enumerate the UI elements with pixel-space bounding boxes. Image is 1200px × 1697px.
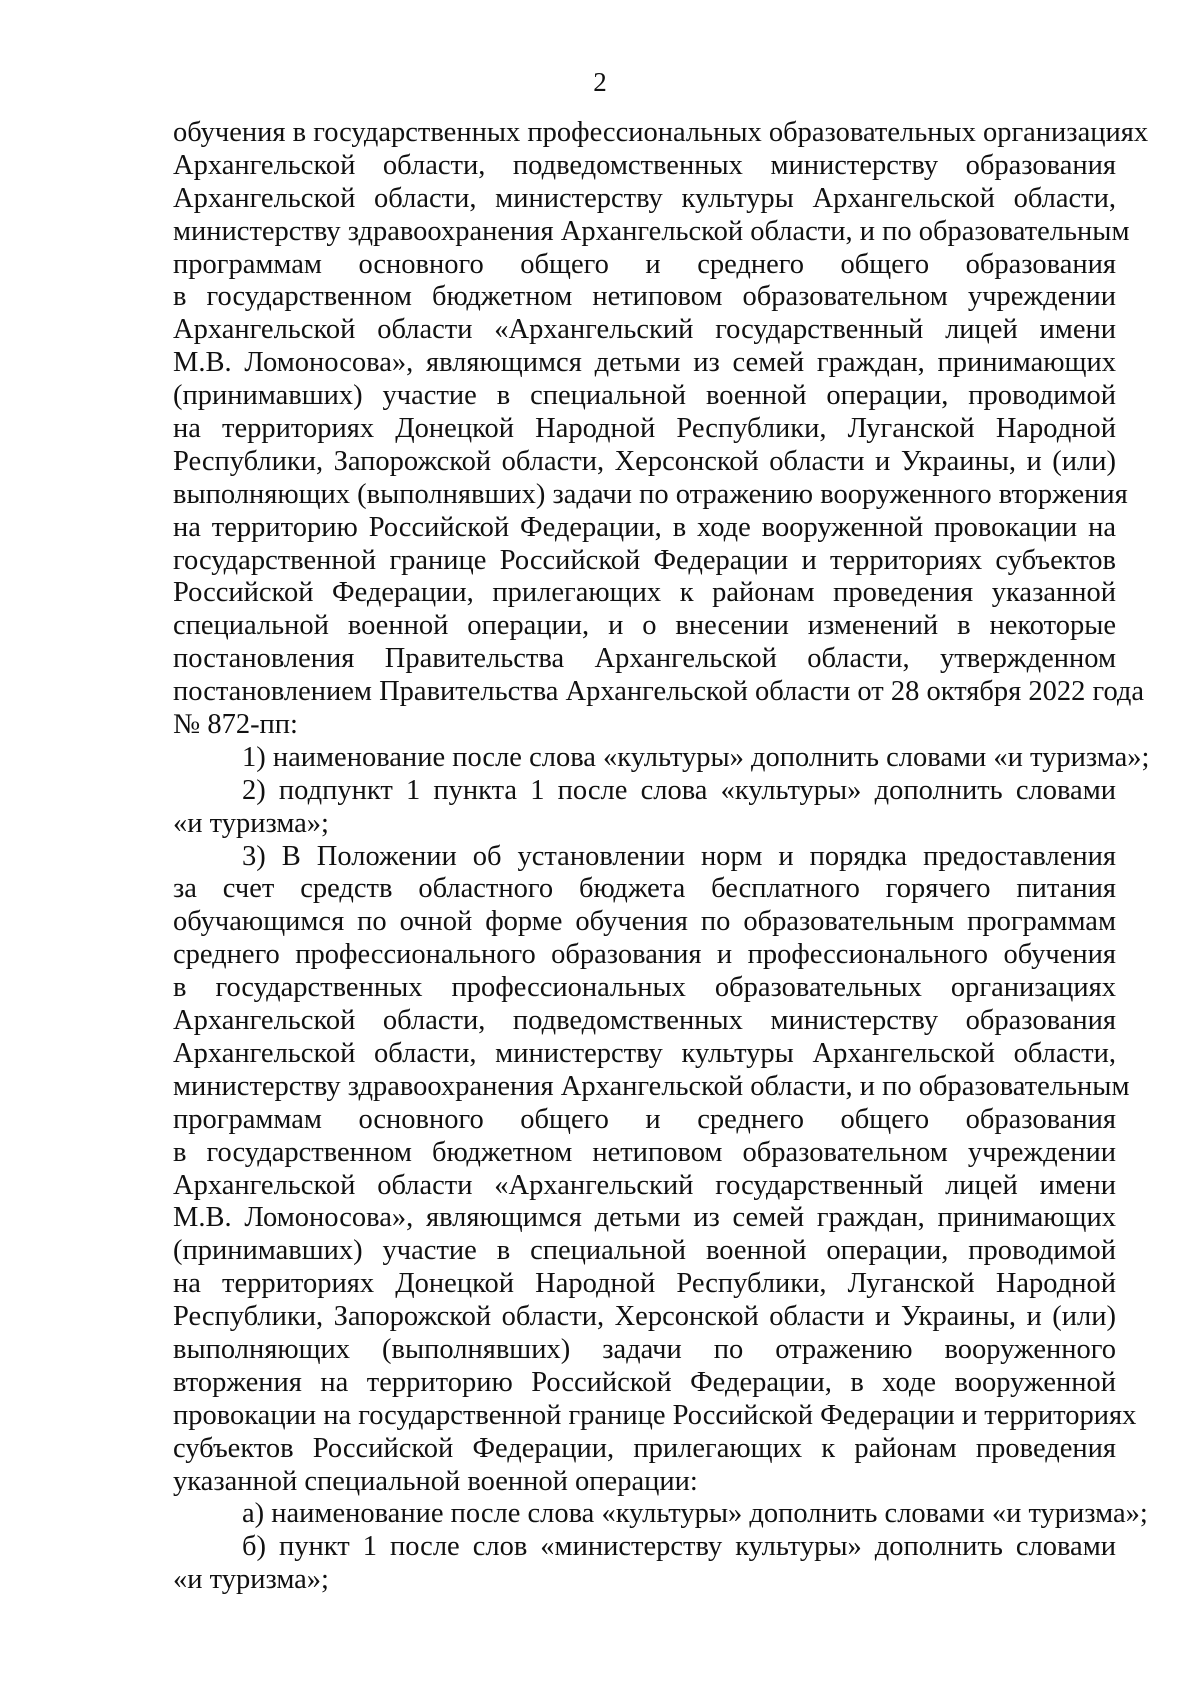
page-number: 2 <box>593 67 607 97</box>
text-line: Архангельской области, министерству культуры Архангельской области, <box>173 182 1116 214</box>
text-line: выполняющих (выполнявших) задачи по отражению вооруженного вторжения <box>173 478 1128 510</box>
text-line: выполняющих (выполнявших) задачи по отражению вооруженного <box>173 1333 1116 1365</box>
text-line: (принимавших) участие в специальной военной операции, проводимой <box>173 380 1116 412</box>
text-line: 3) В Положении об установлении норм и порядка предоставления <box>242 840 1116 872</box>
text-line: «и туризма»; <box>173 1564 329 1596</box>
text-line: субъектов Российской Федерации, прилегающих к районам проведения <box>173 1432 1116 1464</box>
text-line: Республики, Запорожской области, Херсонской области и Украины, и (или) <box>173 445 1116 477</box>
text-line: обучения в государственных профессиональных образовательных организациях <box>173 117 1149 148</box>
text-line: постановления Правительства Архангельской области, утвержденном <box>173 643 1116 675</box>
text-line: специальной военной операции, и о внесении изменений в некоторые <box>173 610 1116 642</box>
text-line: № 872-пп: <box>173 709 298 741</box>
text-line: Архангельской области, министерству культуры Архангельской области, <box>173 1037 1116 1069</box>
text-line: среднего профессионального образования и профессионального обучения <box>173 939 1116 971</box>
text-line: за счет средств областного бюджета бесплатного горячего питания <box>173 873 1116 905</box>
text-line: программам основного общего и среднего общего образования <box>173 248 1116 280</box>
text-line: 1) наименование после слова «культуры» дополнить словами «и туризма»; <box>242 741 1150 773</box>
text-line: в государственном бюджетном нетиповом образовательном учреждении <box>173 281 1116 313</box>
text-line: на территорию Российской Федерации, в ходе вооруженной провокации на <box>173 511 1116 543</box>
text-line: на территориях Донецкой Народной Республики, Луганской Народной <box>173 1268 1116 1300</box>
text-line: Архангельской области «Архангельский государственный лицей имени <box>173 314 1116 346</box>
text-line: вторжения на территорию Российской Федерации, в ходе вооруженной <box>173 1366 1116 1398</box>
text-line: Архангельской области «Архангельский государственный лицей имени <box>173 1169 1116 1201</box>
text-line: б) пункт 1 после слов «министерству культуры» дополнить словами <box>242 1531 1116 1563</box>
text-line: программам основного общего и среднего общего образования <box>173 1103 1116 1135</box>
text-line: указанной специальной военной операции: <box>173 1465 698 1497</box>
text-line: в государственном бюджетном нетиповом образовательном учреждении <box>173 1136 1116 1168</box>
text-line: Архангельской области, подведомственных министерству образования <box>173 1005 1116 1037</box>
text-line: провокации на государственной границе Российской Федерации и территориях <box>173 1399 1137 1431</box>
text-line: 2) подпункт 1 пункта 1 после слова «культуры» дополнить словами <box>242 774 1116 806</box>
text-line: Российской Федерации, прилегающих к районам проведения указанной <box>173 577 1116 609</box>
text-line: «и туризма»; <box>173 807 329 839</box>
text-line: М.В. Ломоносова», являющимся детьми из семей граждан, принимающих <box>173 347 1116 379</box>
text-line: на территориях Донецкой Народной Республики, Луганской Народной <box>173 413 1116 445</box>
text-line: министерству здравоохранения Архангельской области, и по образовательным <box>173 1070 1130 1102</box>
text-line: постановлением Правительства Архангельской области от 28 октября 2022 года <box>173 676 1145 708</box>
text-line: обучающимся по очной форме обучения по образовательным программам <box>173 906 1116 938</box>
text-line: министерству здравоохранения Архангельской области, и по образовательным <box>173 215 1130 247</box>
document-body <box>173 117 1150 1597</box>
text-line: Республики, Запорожской области, Херсонской области и Украины, и (или) <box>173 1301 1116 1333</box>
text-line: М.В. Ломоносова», являющимся детьми из семей граждан, принимающих <box>173 1202 1116 1234</box>
text-line: (принимавших) участие в специальной военной операции, проводимой <box>173 1235 1116 1267</box>
text-line: Архангельской области, подведомственных министерству образования <box>173 149 1116 181</box>
text-line: в государственных профессиональных образовательных организациях <box>173 972 1116 1004</box>
text-line: а) наименование после слова «культуры» дополнить словами «и туризма»; <box>242 1498 1148 1530</box>
text-line: государственной границе Российской Федерации и территориях субъектов <box>173 544 1116 576</box>
